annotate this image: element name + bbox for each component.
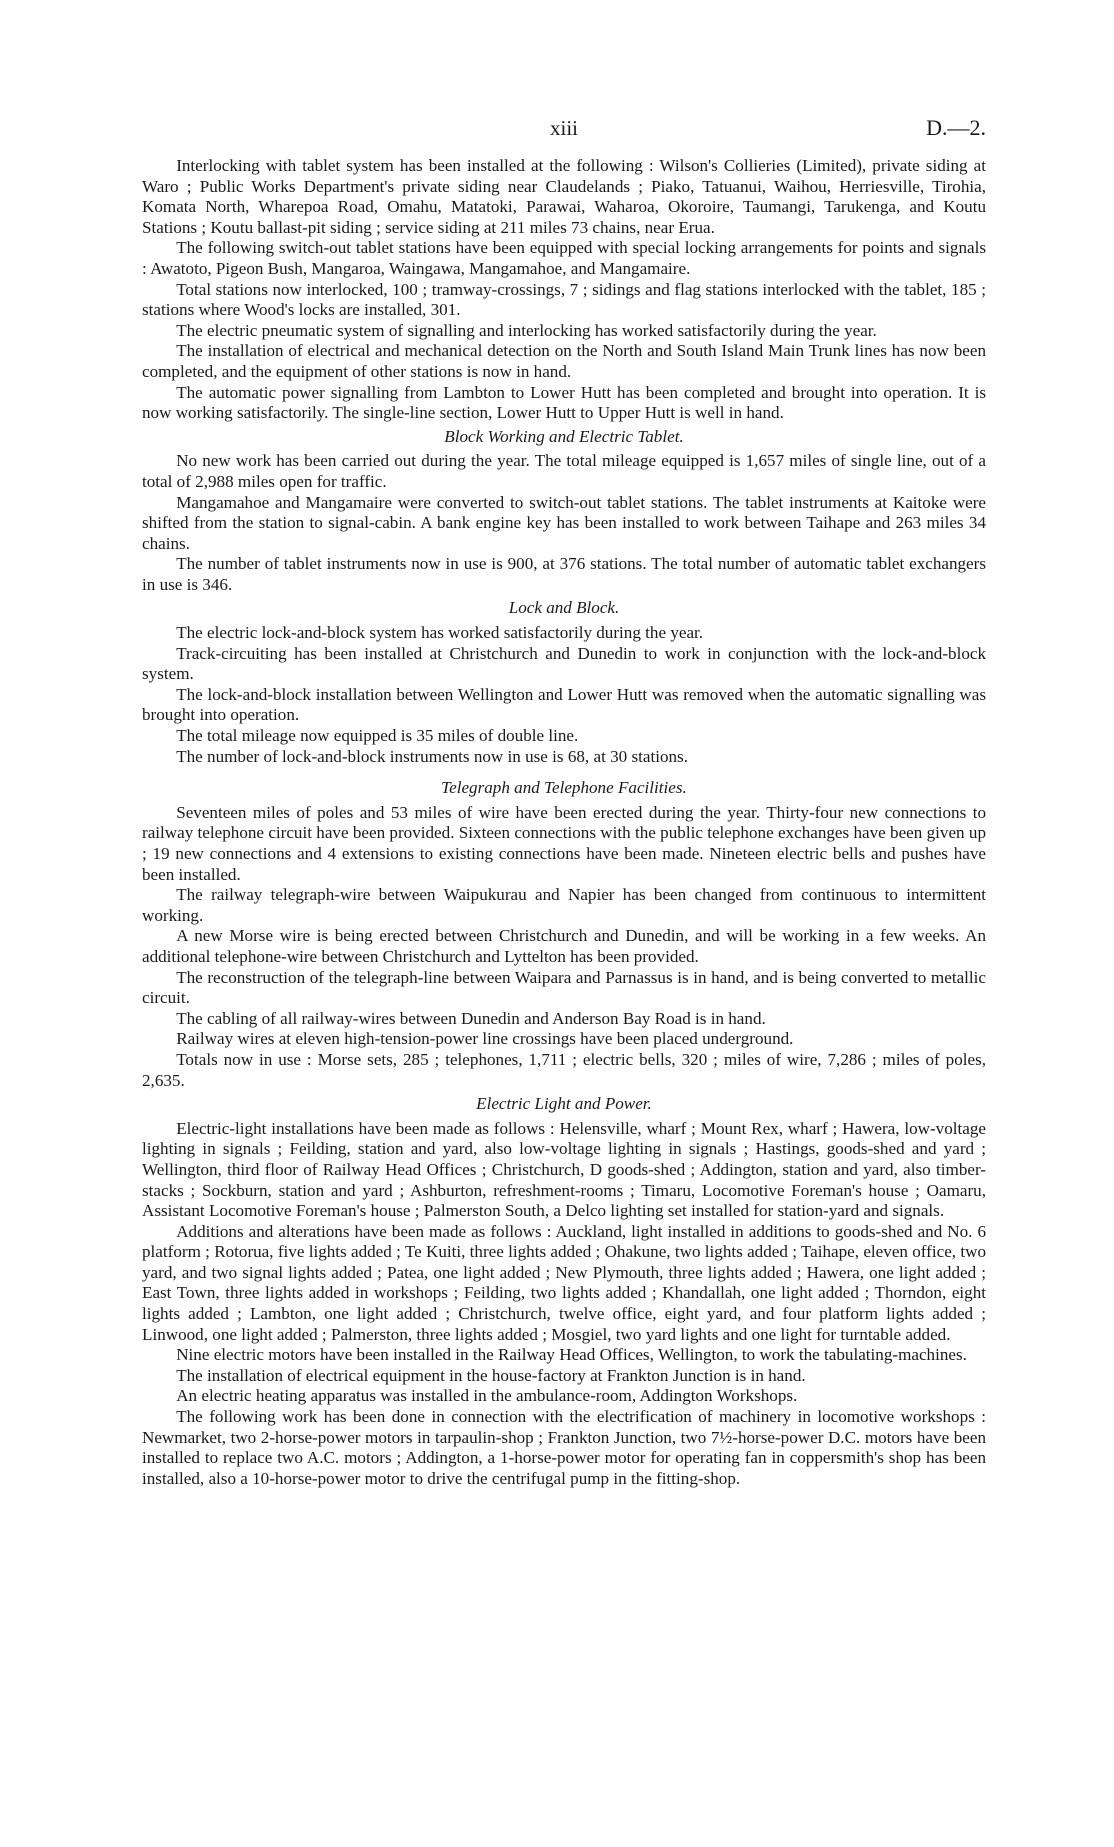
paragraph: Electric-light installations have been made as follows : Helensville, wharf ; Mount Rex, wharf ; Hawera, low-voltage lighting in signals ; Feilding, station and yard, also low-voltage lighting in signals ; Hastings, goods-shed and yard ; Wellington, third floor of Railway Head Offices ; Christchurch, D goods-shed ; Addington, station and yard, also timber-stacks ; Sockburn, station and yard ; Ashburton, refreshment-rooms ; Timaru, Locomotive Foreman's house ; Oamaru, Assistant Locomotive Foreman's house ; Palmerston South, a Delco lighting set installed for station-yard and signals. xyxy=(142,1118,986,1221)
page-header xyxy=(142,115,986,156)
paragraph: Track-circuiting has been installed at Christchurch and Dunedin to work in conjunction with the lock-and-block system. xyxy=(142,643,986,684)
paragraph: Interlocking with tablet system has been installed at the following : Wilson's Collieries (Limited), private siding at Waro ; Public Works Department's private siding near Claudelands ; Piako, Tatuanui, Waihou, Herriesville, Tirohia, Komata North, Wharepoa Road, Omahu, Matatoki, Parawai, Waharoa, Okoroire, Taumangi, Tarukenga, and Koutu Stations ; Koutu ballast-pit siding ; service siding at 211 miles 73 chains, near Erua. xyxy=(142,156,986,237)
document-page xyxy=(142,115,986,1489)
paragraph: The electric pneumatic system of signalling and interlocking has worked satisfactorily during the year. xyxy=(176,320,877,340)
section-heading: Block Working and Electric Tablet. xyxy=(444,426,684,446)
paragraph: Totals now in use : Morse sets, 285 ; telephones, 1,711 ; electric bells, 320 ; miles of wire, 7,286 ; miles of poles, 2,635. xyxy=(142,1049,986,1090)
section-interlocking xyxy=(142,156,986,424)
document-reference: D.—2. xyxy=(926,115,986,140)
section-heading: Telegraph and Telephone Facilities. xyxy=(441,778,687,798)
paragraph: An electric heating apparatus was installed in the ambulance-room, Addington Workshops. xyxy=(176,1386,798,1406)
page-number: xiii xyxy=(549,116,578,140)
section-block-working xyxy=(142,427,986,596)
paragraph: The electric lock-and-block system has worked satisfactorily during the year. xyxy=(176,623,704,643)
paragraph: The number of tablet instruments now in use is 900, at 376 stations. The total number of automatic tablet exchangers in use is 346. xyxy=(142,554,986,594)
paragraph: The following switch-out tablet stations have been equipped with special locking arrangements for points and signals : Awatoto, Pigeon Bush, Mangaroa, Waingawa, Mangamahoe, and Mangamaire. xyxy=(142,238,986,278)
section-heading: Electric Light and Power. xyxy=(476,1094,652,1114)
paragraph: Railway wires at eleven high-tension-power line crossings have been placed underground. xyxy=(176,1029,794,1049)
paragraph: The railway telegraph-wire between Waipukurau and Napier has been changed from continuous to intermittent working. xyxy=(142,885,986,925)
paragraph: Seventeen miles of poles and 53 miles of wire have been erected during the year. Thirty-four new connections to railway telephone circuit have been provided. Sixteen connections with the public telephone exchanges have been given up ; 19 new connections and 4 extensions to existing connections have been made. Nineteen electric bells and pushes have been installed. xyxy=(142,802,986,884)
section-telegraph-telephone xyxy=(142,778,986,1091)
paragraph: The cabling of all railway-wires between Dunedin and Anderson Bay Road is in hand. xyxy=(176,1008,766,1028)
paragraph: The reconstruction of the telegraph-line between Waipara and Parnassus is in hand, and is being converted to metallic circuit. xyxy=(142,967,986,1008)
paragraph: No new work has been carried out during the year. The total mileage equipped is 1,657 miles of single line, out of a total of 2,988 miles open for traffic. xyxy=(142,451,986,491)
paragraph: The installation of electrical and mechanical detection on the North and South Island Main Trunk lines has now been completed, and the equipment of other stations is now in hand. xyxy=(142,341,986,381)
paragraph: The total mileage now equipped is 35 miles of double line. xyxy=(176,726,579,746)
section-lock-and-block xyxy=(142,598,986,767)
paragraph: Mangamahoe and Mangamaire were converted to switch-out tablet stations. The tablet instruments at Kaitoke were shifted from the station to signal-cabin. A bank engine key has been installed to work between Taihape and 263 miles 34 chains. xyxy=(142,492,986,553)
paragraph: A new Morse wire is being erected between Christchurch and Dunedin, and will be working in a few weeks. An additional telephone-wire between Christchurch and Lyttelton has been provided. xyxy=(142,926,986,966)
paragraph: The following work has been done in connection with the electrification of machinery in locomotive workshops : Newmarket, two 2-horse-power motors in tarpaulin-shop ; Frankton Junction, two 7½-horse-power D.C. motors have been installed to replace two A.C. motors ; Addington, a 1-horse-power motor for operating fan in coppersmith's shop has been installed, also a 10-horse-power motor to drive the centrifugal pump in the fitting-shop. xyxy=(142,1407,986,1488)
paragraph: The installation of electrical equipment in the house-factory at Frankton Junction is in hand. xyxy=(176,1365,806,1385)
section-electric-light-power xyxy=(142,1094,986,1489)
paragraph: The number of lock-and-block instruments now in use is 68, at 30 stations. xyxy=(176,746,688,766)
paragraph: The automatic power signalling from Lambton to Lower Hutt has been completed and brought into operation. It is now working satisfactorily. The single-line section, Lower Hutt to Upper Hutt is well in hand. xyxy=(142,382,986,423)
paragraph: Nine electric motors have been installed in the Railway Head Offices, Wellington, to work the tabulating-machines. xyxy=(176,1345,967,1365)
paragraph: Total stations now interlocked, 100 ; tramway-crossings, 7 ; sidings and flag stations interlocked with the tablet, 185 ; stations where Wood's locks are installed, 301. xyxy=(142,279,986,320)
paragraph: The lock-and-block installation between Wellington and Lower Hutt was removed when the automatic signalling was brought into operation. xyxy=(142,684,986,725)
paragraph: Additions and alterations have been made as follows : Auckland, light installed in additions to goods-shed and No. 6 platform ; Rotorua, five lights added ; Te Kuiti, three lights added ; Ohakune, two lights added ; Taihape, eleven office, two yard, and two signal lights added ; Patea, one light added ; New Plymouth, three lights added ; Hawera, one light added ; East Town, three lights added in workshops ; Feilding, two lights added ; Khandallah, one light added ; Thorndon, eight lights added ; Lambton, one light added ; Christchurch, twelve office, eight yard, and four platform lights added ; Linwood, one light added ; Palmerston, three lights added ; Mosgiel, two yard lights and one light for turntable added. xyxy=(142,1221,986,1344)
section-heading: Lock and Block. xyxy=(508,598,620,618)
